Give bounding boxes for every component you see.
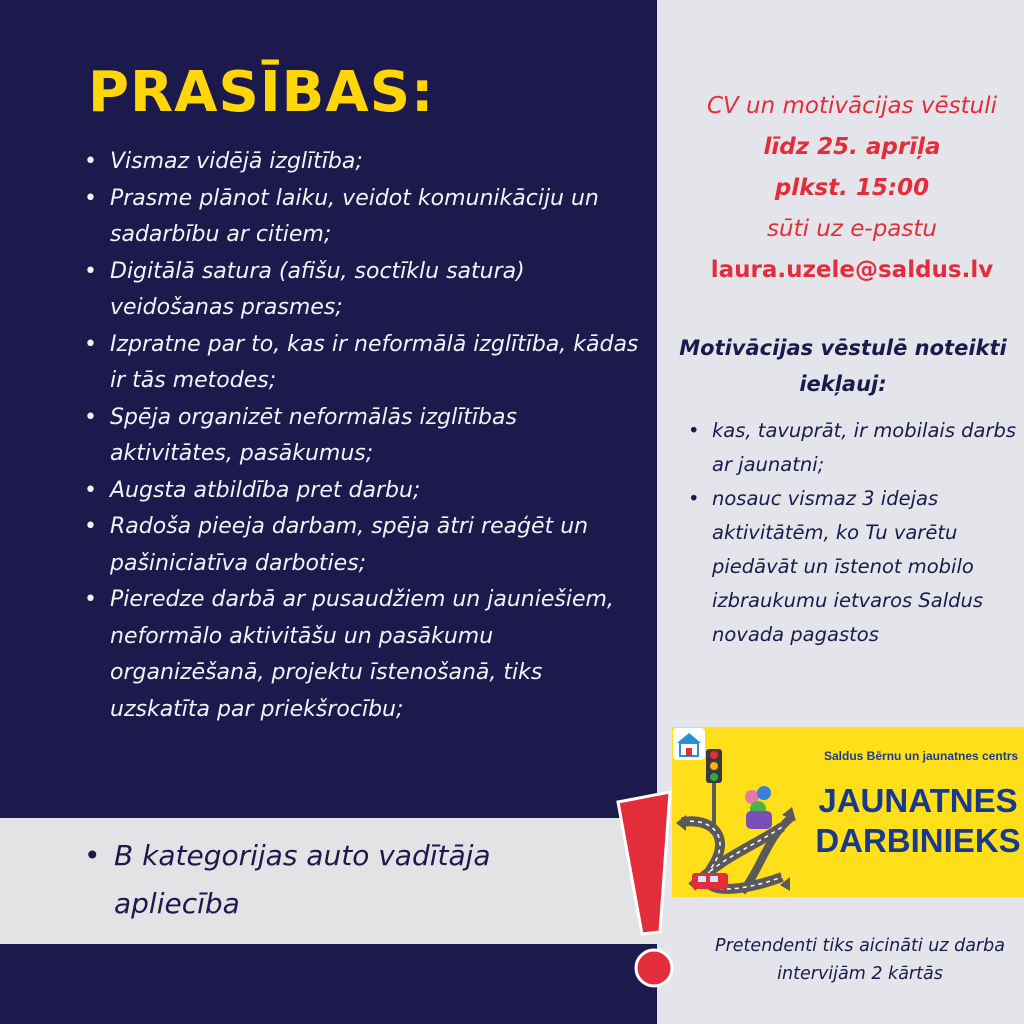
requirement-item: • Radoša pieeja darbam, spēja ātri reaģēt un pašiniciatīva darboties; xyxy=(84,509,644,582)
deadline-send-to: sūti uz e-pastu xyxy=(767,216,937,242)
requirements-list xyxy=(84,144,644,728)
job-title-card xyxy=(672,727,1024,897)
application-deadline xyxy=(672,86,1024,291)
deadline-time: plkst. 15:00 xyxy=(774,175,930,201)
requirement-item: • Digitālā satura (afišu, soctīklu satura) veidošanas prasmes; xyxy=(84,254,644,327)
requirement-item: • Prasme plānot laiku, veidot komunikāciju un sadarbību ar citiem; xyxy=(84,181,644,254)
deadline-intro: CV un motivācijas vēstuli xyxy=(706,93,998,119)
requirements-title: PRASĪBAS: xyxy=(88,60,435,125)
motivation-item: • kas, tavuprāt, ir mobilais darbs ar jaunatni; xyxy=(688,414,1018,482)
requirement-item: • Izpratne par to, kas ir neformālā izglītība, kādas ir tās metodes; xyxy=(84,327,644,400)
requirement-item: • Pieredze darbā ar pusaudžiem un jauniešiem, neformālo aktivitāšu un pasākumu organizēšanā, projektu īstenošanā, tiks uzskatīta par priekšrocību; xyxy=(84,582,644,728)
requirement-item: • Spēja organizēt neformālās izglītības aktivitātes, pasākumus; xyxy=(84,400,644,473)
motivation-heading: Motivācijas vēstulē noteikti iekļauj: xyxy=(679,336,1007,396)
driving-license-requirement: B kategorijas auto vadītāja apliecība xyxy=(114,839,491,920)
requirement-item: • Vismaz vidējā izglītība; xyxy=(84,144,644,181)
highlight-bullet: • xyxy=(84,839,101,872)
house-logo-icon xyxy=(672,727,706,761)
job-title: JAUNATNES DARBINIEKS xyxy=(815,782,1021,859)
requirement-item: • Augsta atbildība pret darbu; xyxy=(84,473,644,510)
organization-name: Saldus Bērnu un jaunatnes centrs xyxy=(824,749,1019,763)
contact-email[interactable]: laura.uzele@saldus.lv xyxy=(710,257,994,283)
interviews-note: Pretendenti tiks aicināti uz darba intervijām 2 kārtās xyxy=(715,936,1005,984)
motivation-item: • nosauc vismaz 3 idejas aktivitātēm, ko Tu varētu piedāvāt un īstenot mobilo izbraukumu ietvaros Saldus novada pagastos xyxy=(688,482,1018,652)
deadline-date: līdz 25. aprīļa xyxy=(763,134,941,160)
motivation-list xyxy=(688,414,1018,652)
exclamation-mark-icon xyxy=(612,790,682,990)
